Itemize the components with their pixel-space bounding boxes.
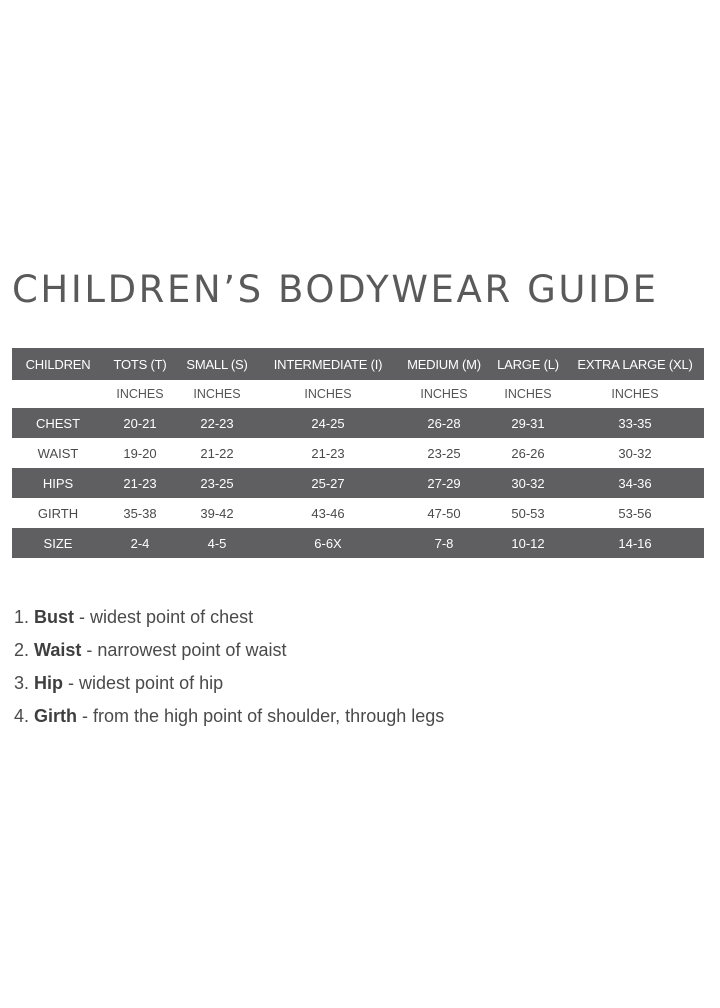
definition-desc: - narrowest point of waist (81, 640, 287, 660)
definition-desc: - from the high point of shoulder, through legs (77, 706, 445, 726)
table-header-row (12, 348, 704, 380)
table-cell: 27-29 (398, 468, 490, 498)
table-cell: 24-25 (258, 408, 398, 438)
table-cell: 50-53 (490, 498, 566, 528)
row-label: CHEST (12, 408, 104, 438)
table-cell: 47-50 (398, 498, 490, 528)
table-cell: 39-42 (176, 498, 258, 528)
page-title: CHILDREN’S BODYWEAR GUIDE (12, 268, 659, 311)
unit-cell: INCHES (504, 387, 552, 401)
unit-cell: INCHES (420, 387, 468, 401)
table-cell: 43-46 (258, 498, 398, 528)
definition-term: Hip (34, 673, 64, 693)
definition-term: Girth (34, 706, 78, 726)
table-row (12, 468, 704, 498)
units-row (12, 380, 704, 408)
table-row (12, 528, 704, 558)
row-label: GIRTH (12, 498, 104, 528)
table-cell: 6-6X (258, 528, 398, 558)
table-cell: 53-56 (566, 498, 704, 528)
table-cell: 22-23 (176, 408, 258, 438)
table-row (12, 498, 704, 528)
definition-item (14, 637, 444, 670)
table-cell: 26-28 (398, 408, 490, 438)
table-cell: 34-36 (566, 468, 704, 498)
table-cell: 30-32 (490, 468, 566, 498)
row-label: WAIST (12, 438, 104, 468)
table-cell: 21-23 (258, 438, 398, 468)
measurement-definitions (14, 604, 444, 736)
table-cell: 29-31 (490, 408, 566, 438)
header-cell: SMALL (S) (176, 348, 258, 380)
row-label: SIZE (12, 528, 104, 558)
unit-cell: INCHES (193, 387, 241, 401)
definition-item (14, 604, 444, 637)
definition-desc: - widest point of hip (63, 673, 224, 693)
table-cell: 10-12 (490, 528, 566, 558)
table-cell: 21-22 (176, 438, 258, 468)
definition-desc: - widest point of chest (74, 607, 254, 627)
unit-cell: INCHES (611, 387, 659, 401)
definition-number: 2. (14, 640, 30, 660)
header-cell: INTERMEDIATE (I) (258, 348, 398, 380)
header-cell: CHILDREN (12, 348, 104, 380)
table-cell: 35-38 (104, 498, 176, 528)
definition-number: 3. (14, 673, 30, 693)
table-row (12, 408, 704, 438)
table-cell: 23-25 (176, 468, 258, 498)
header-cell: MEDIUM (M) (398, 348, 490, 380)
definition-term: Waist (34, 640, 82, 660)
header-cell: TOTS (T) (104, 348, 176, 380)
header-cell: EXTRA LARGE (XL) (566, 348, 704, 380)
definition-item (14, 703, 444, 736)
size-chart-table (12, 348, 704, 558)
definition-number: 1. (14, 607, 30, 627)
table-row (12, 438, 704, 468)
definition-item (14, 670, 444, 703)
header-cell: LARGE (L) (490, 348, 566, 380)
table-cell: 23-25 (398, 438, 490, 468)
table-cell: 2-4 (104, 528, 176, 558)
table-cell: 30-32 (566, 438, 704, 468)
table-cell: 26-26 (490, 438, 566, 468)
table-cell: 4-5 (176, 528, 258, 558)
table-cell: 20-21 (104, 408, 176, 438)
table-cell: 25-27 (258, 468, 398, 498)
table-cell: 14-16 (566, 528, 704, 558)
table-cell: 7-8 (398, 528, 490, 558)
table-cell: 21-23 (104, 468, 176, 498)
definition-number: 4. (14, 706, 30, 726)
unit-cell (12, 380, 104, 408)
unit-cell: INCHES (116, 387, 164, 401)
table-cell: 33-35 (566, 408, 704, 438)
definition-term: Bust (34, 607, 75, 627)
row-label: HIPS (12, 468, 104, 498)
table-cell: 19-20 (104, 438, 176, 468)
unit-cell: INCHES (304, 387, 352, 401)
